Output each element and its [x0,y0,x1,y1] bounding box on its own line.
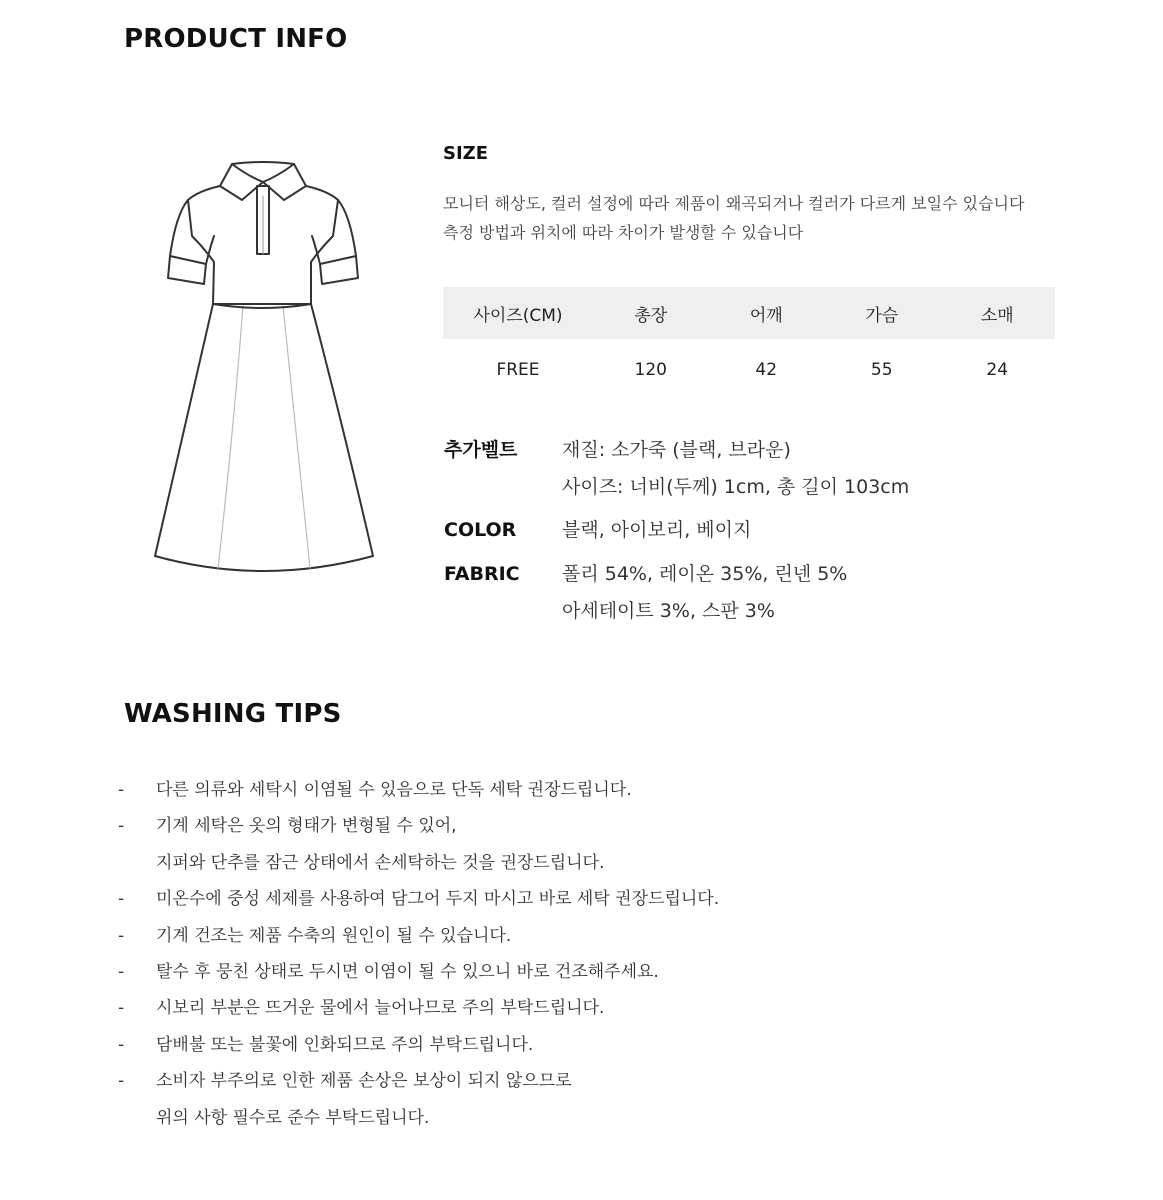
tip-line: 위의 사항 필수로 준수 부탁드립니다. [156,1107,430,1128]
list-dash: - [118,780,125,800]
spec-row-belt [444,432,909,506]
size-cell: 55 [870,360,893,380]
spec-value: 블랙, 아이보리, 베이지 [562,519,752,541]
size-cell: 120 [634,360,667,380]
tip-line: 미온수에 중성 세제를 사용하여 담그어 두지 마시고 바로 세탁 권장드립니다. [156,889,720,910]
spec-value: 사이즈: 너비(두께) 1cm, 총 길이 103cm [562,476,910,498]
dress-illustration-icon [148,156,378,580]
notice-line: 모니터 해상도, 컬러 설정에 따라 제품이 왜곡되거나 컬러가 다르게 보일수 있습니다 [443,194,1025,213]
size-table [443,287,1055,401]
tip-line: 소비자 부주의로 인한 제품 손상은 보상이 되지 않으므로 [156,1071,572,1092]
table-row [443,339,1055,401]
list-dash: - [118,998,125,1019]
list-dash: - [118,1034,125,1055]
spec-label-belt: 추가벨트 [444,439,518,461]
list-item [118,918,719,954]
size-table-header-row [443,287,1055,339]
size-cell: 24 [986,360,1009,380]
list-dash: - [118,889,125,910]
size-title: SIZE [443,143,489,164]
tip-line: 담배불 또는 불꽃에 인화되므로 주의 부탁드립니다. [156,1034,534,1055]
list-item [118,881,719,917]
list-item [118,1063,719,1136]
list-item [118,954,719,990]
spec-row-fabric [444,556,847,630]
spec-row-color [444,512,751,549]
spec-value: 폴리 54%, 레이온 35%, 린넨 5% [562,563,848,585]
tip-line: 기계 건조는 제품 수축의 원인이 될 수 있습니다. [156,925,512,946]
tip-line: 기계 세탁은 옷의 형태가 변형될 수 있어, [156,816,457,837]
size-header-length: 총장 [593,287,709,339]
tip-line: 다른 의류와 세탁시 이염될 수 있음으로 단독 세탁 권장드립니다. [156,780,632,800]
size-header-chest: 가슴 [824,287,940,339]
size-notice [443,189,1024,247]
size-cell: FREE [496,360,540,380]
size-cell: 42 [755,360,778,380]
product-info-title: PRODUCT INFO [124,24,348,54]
washing-tips-title: WASHING TIPS [124,699,342,729]
size-header-shoulder: 어깨 [709,287,825,339]
spec-value: 재질: 소가죽 (블랙, 브라운) [562,439,791,461]
list-item [118,772,719,808]
list-item [118,808,719,881]
list-dash: - [118,1071,125,1092]
size-header-sleeve: 소매 [940,287,1056,339]
tip-line: 시보리 부분은 뜨거운 물에서 늘어나므로 주의 부탁드립니다. [156,998,605,1019]
size-header-size: 사이즈(CM) [443,287,593,339]
list-item [118,1027,719,1063]
spec-label-fabric: FABRIC [444,563,520,585]
spec-value: 아세테이트 3%, 스판 3% [562,600,775,622]
notice-line: 측정 방법과 위치에 따라 차이가 발생할 수 있습니다 [443,223,804,242]
washing-tips-list [118,772,719,1136]
spec-label-color: COLOR [444,519,517,541]
list-item [118,990,719,1026]
list-dash: - [118,816,125,837]
tip-line: 지퍼와 단추를 잠근 상태에서 손세탁하는 것을 권장드립니다. [156,852,605,873]
list-dash: - [118,962,125,983]
tip-line: 탈수 후 뭉친 상태로 두시면 이염이 될 수 있으니 바로 건조해주세요. [156,962,659,983]
list-dash: - [118,925,125,946]
